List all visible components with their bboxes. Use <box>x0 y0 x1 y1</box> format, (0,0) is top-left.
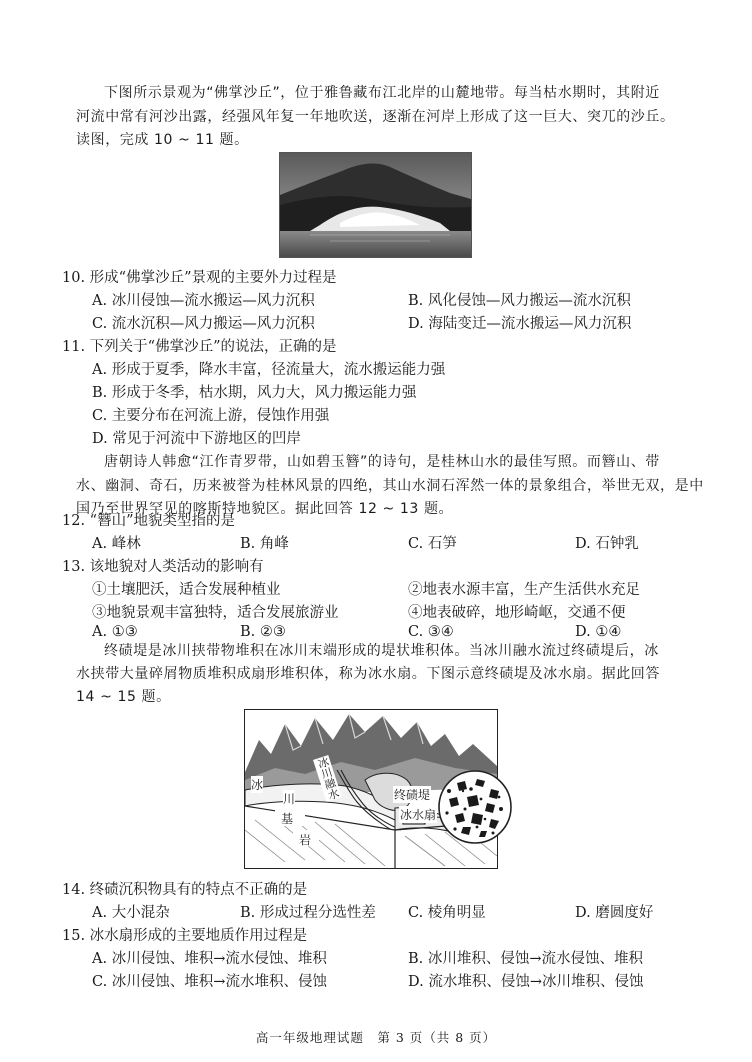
q14-option-a[interactable]: A. 大小混杂 <box>92 905 170 921</box>
sand-dune-photo <box>279 152 472 258</box>
q11-option-d[interactable]: D. 常见于河流中下游地区的凹岸 <box>92 431 301 447</box>
passage2-line2: 水、幽洞、奇石，历来被誉为桂林风景的四绝，其山水洞石浑然一体的景象组合，举世无双，是中 <box>76 478 704 494</box>
q14-option-c[interactable]: C. 棱角明显 <box>408 905 486 921</box>
q10-stem: 10. 形成“佛掌沙丘”景观的主要外力过程是 <box>62 270 337 286</box>
q15-option-d[interactable]: D. 流水堆积、侵蚀→冰川堆积、侵蚀 <box>408 974 644 990</box>
label-glacier-1: 冰 <box>251 778 264 792</box>
passage3-line1: 终碛堤是冰川挟带物堆积在冰川末端形成的堤状堆积体。当冰川融水流过终碛堤后，冰 <box>104 643 659 659</box>
q13-option-c[interactable]: C. ③④ <box>408 624 454 640</box>
q12-option-c[interactable]: C. 石笋 <box>408 536 457 552</box>
passage2-line3: 国乃至世界罕见的喀斯特地貌区。据此回答 12 ~ 13 题。 <box>76 501 454 517</box>
q14-option-b[interactable]: B. 形成过程分选性差 <box>240 905 376 921</box>
q10-option-b[interactable]: B. 风化侵蚀—风力搬运—流水沉积 <box>408 293 631 309</box>
label-bedrock-1: 基 <box>281 812 294 826</box>
q12-option-d[interactable]: D. 石钟乳 <box>575 536 639 552</box>
q12-option-b[interactable]: B. 角峰 <box>240 536 289 552</box>
q12-stem: 12. “簪山”地貌类型指的是 <box>62 513 235 529</box>
page-footer: 高一年级地理试题 第 3 页（共 8 页） <box>255 1030 497 1045</box>
passage1-line3: 读图，完成 10 ~ 11 题。 <box>76 132 249 148</box>
q10-option-a[interactable]: A. 冰川侵蚀—流水搬运—风力沉积 <box>92 293 315 309</box>
q15-stem: 15. 冰水扇形成的主要地质作用过程是 <box>62 928 308 944</box>
q11-stem: 11. 下列关于“佛掌沙丘”的说法，正确的是 <box>62 339 337 355</box>
q13-option-d[interactable]: D. ①④ <box>575 624 622 640</box>
q14-stem: 14. 终碛沉积物具有的特点不正确的是 <box>62 882 308 898</box>
q12-option-a[interactable]: A. 峰林 <box>92 536 141 552</box>
passage1-line1: 下图所示景观为“佛掌沙丘”，位于雅鲁藏布江北岸的山麓地带。每当枯水期时，其附近 <box>104 85 660 101</box>
label-terminal-moraine: 终碛堤 <box>394 788 431 802</box>
label-glacier-meltwater: 冰川融水 <box>314 755 341 802</box>
label-bedrock-2: 岩 <box>299 833 312 847</box>
q15-option-c[interactable]: C. 冰川侵蚀、堆积→流水堆积、侵蚀 <box>92 974 327 990</box>
q13-stem: 13. 该地貌对人类活动的影响有 <box>62 559 264 575</box>
q11-option-b[interactable]: B. 形成于冬季，枯水期，风力大，风力搬运能力强 <box>92 385 417 401</box>
passage1-line2: 河流中常有河沙出露，经强风年复一年地吹送，逐渐在河岸上形成了这一巨大、突兀的沙丘。 <box>76 109 675 125</box>
q14-option-d[interactable]: D. 磨圆度好 <box>575 905 654 921</box>
q11-option-c[interactable]: C. 主要分布在河流上游，侵蚀作用强 <box>92 408 330 424</box>
q13-option-a[interactable]: A. ①③ <box>92 624 138 640</box>
q11-option-a[interactable]: A. 形成于夏季，降水丰富，径流量大，流水搬运能力强 <box>92 362 446 378</box>
sediment-magnifier <box>437 769 513 845</box>
q13-statement-3: ③地貌景观丰富独特，适合发展旅游业 <box>92 605 339 621</box>
q13-option-b[interactable]: B. ②③ <box>240 624 286 640</box>
q13-statement-2: ②地表水源丰富，生产生活供水充足 <box>408 582 640 598</box>
passage3-line2: 水挟带大量碎屑物质堆积成扇形堆积体，称为冰水扇。下图示意终碛堤及冰水扇。据此回答 <box>76 666 660 682</box>
q10-option-c[interactable]: C. 流水沉积—风力搬运—风力沉积 <box>92 316 315 332</box>
passage3-line3: 14 ~ 15 题。 <box>76 689 171 705</box>
passage2-line1: 唐朝诗人韩愈“江作青罗带，山如碧玉簪”的诗句，是桂林山水的最佳写照。而簪山、带 <box>104 454 660 470</box>
q15-option-b[interactable]: B. 冰川堆积、侵蚀→流水侵蚀、堆积 <box>408 951 644 967</box>
q13-statement-1: ①土壤肥沃，适合发展种植业 <box>92 582 281 598</box>
q15-option-a[interactable]: A. 冰川侵蚀、堆积→流水侵蚀、堆积 <box>92 951 327 967</box>
q10-option-d[interactable]: D. 海陆变迁—流水搬运—风力沉积 <box>408 316 632 332</box>
q13-statement-4: ④地表破碎，地形崎岖，交通不便 <box>408 605 626 621</box>
label-glacier-2: 川 <box>283 792 296 806</box>
label-outwash-fan: 冰水扇 <box>400 808 437 822</box>
